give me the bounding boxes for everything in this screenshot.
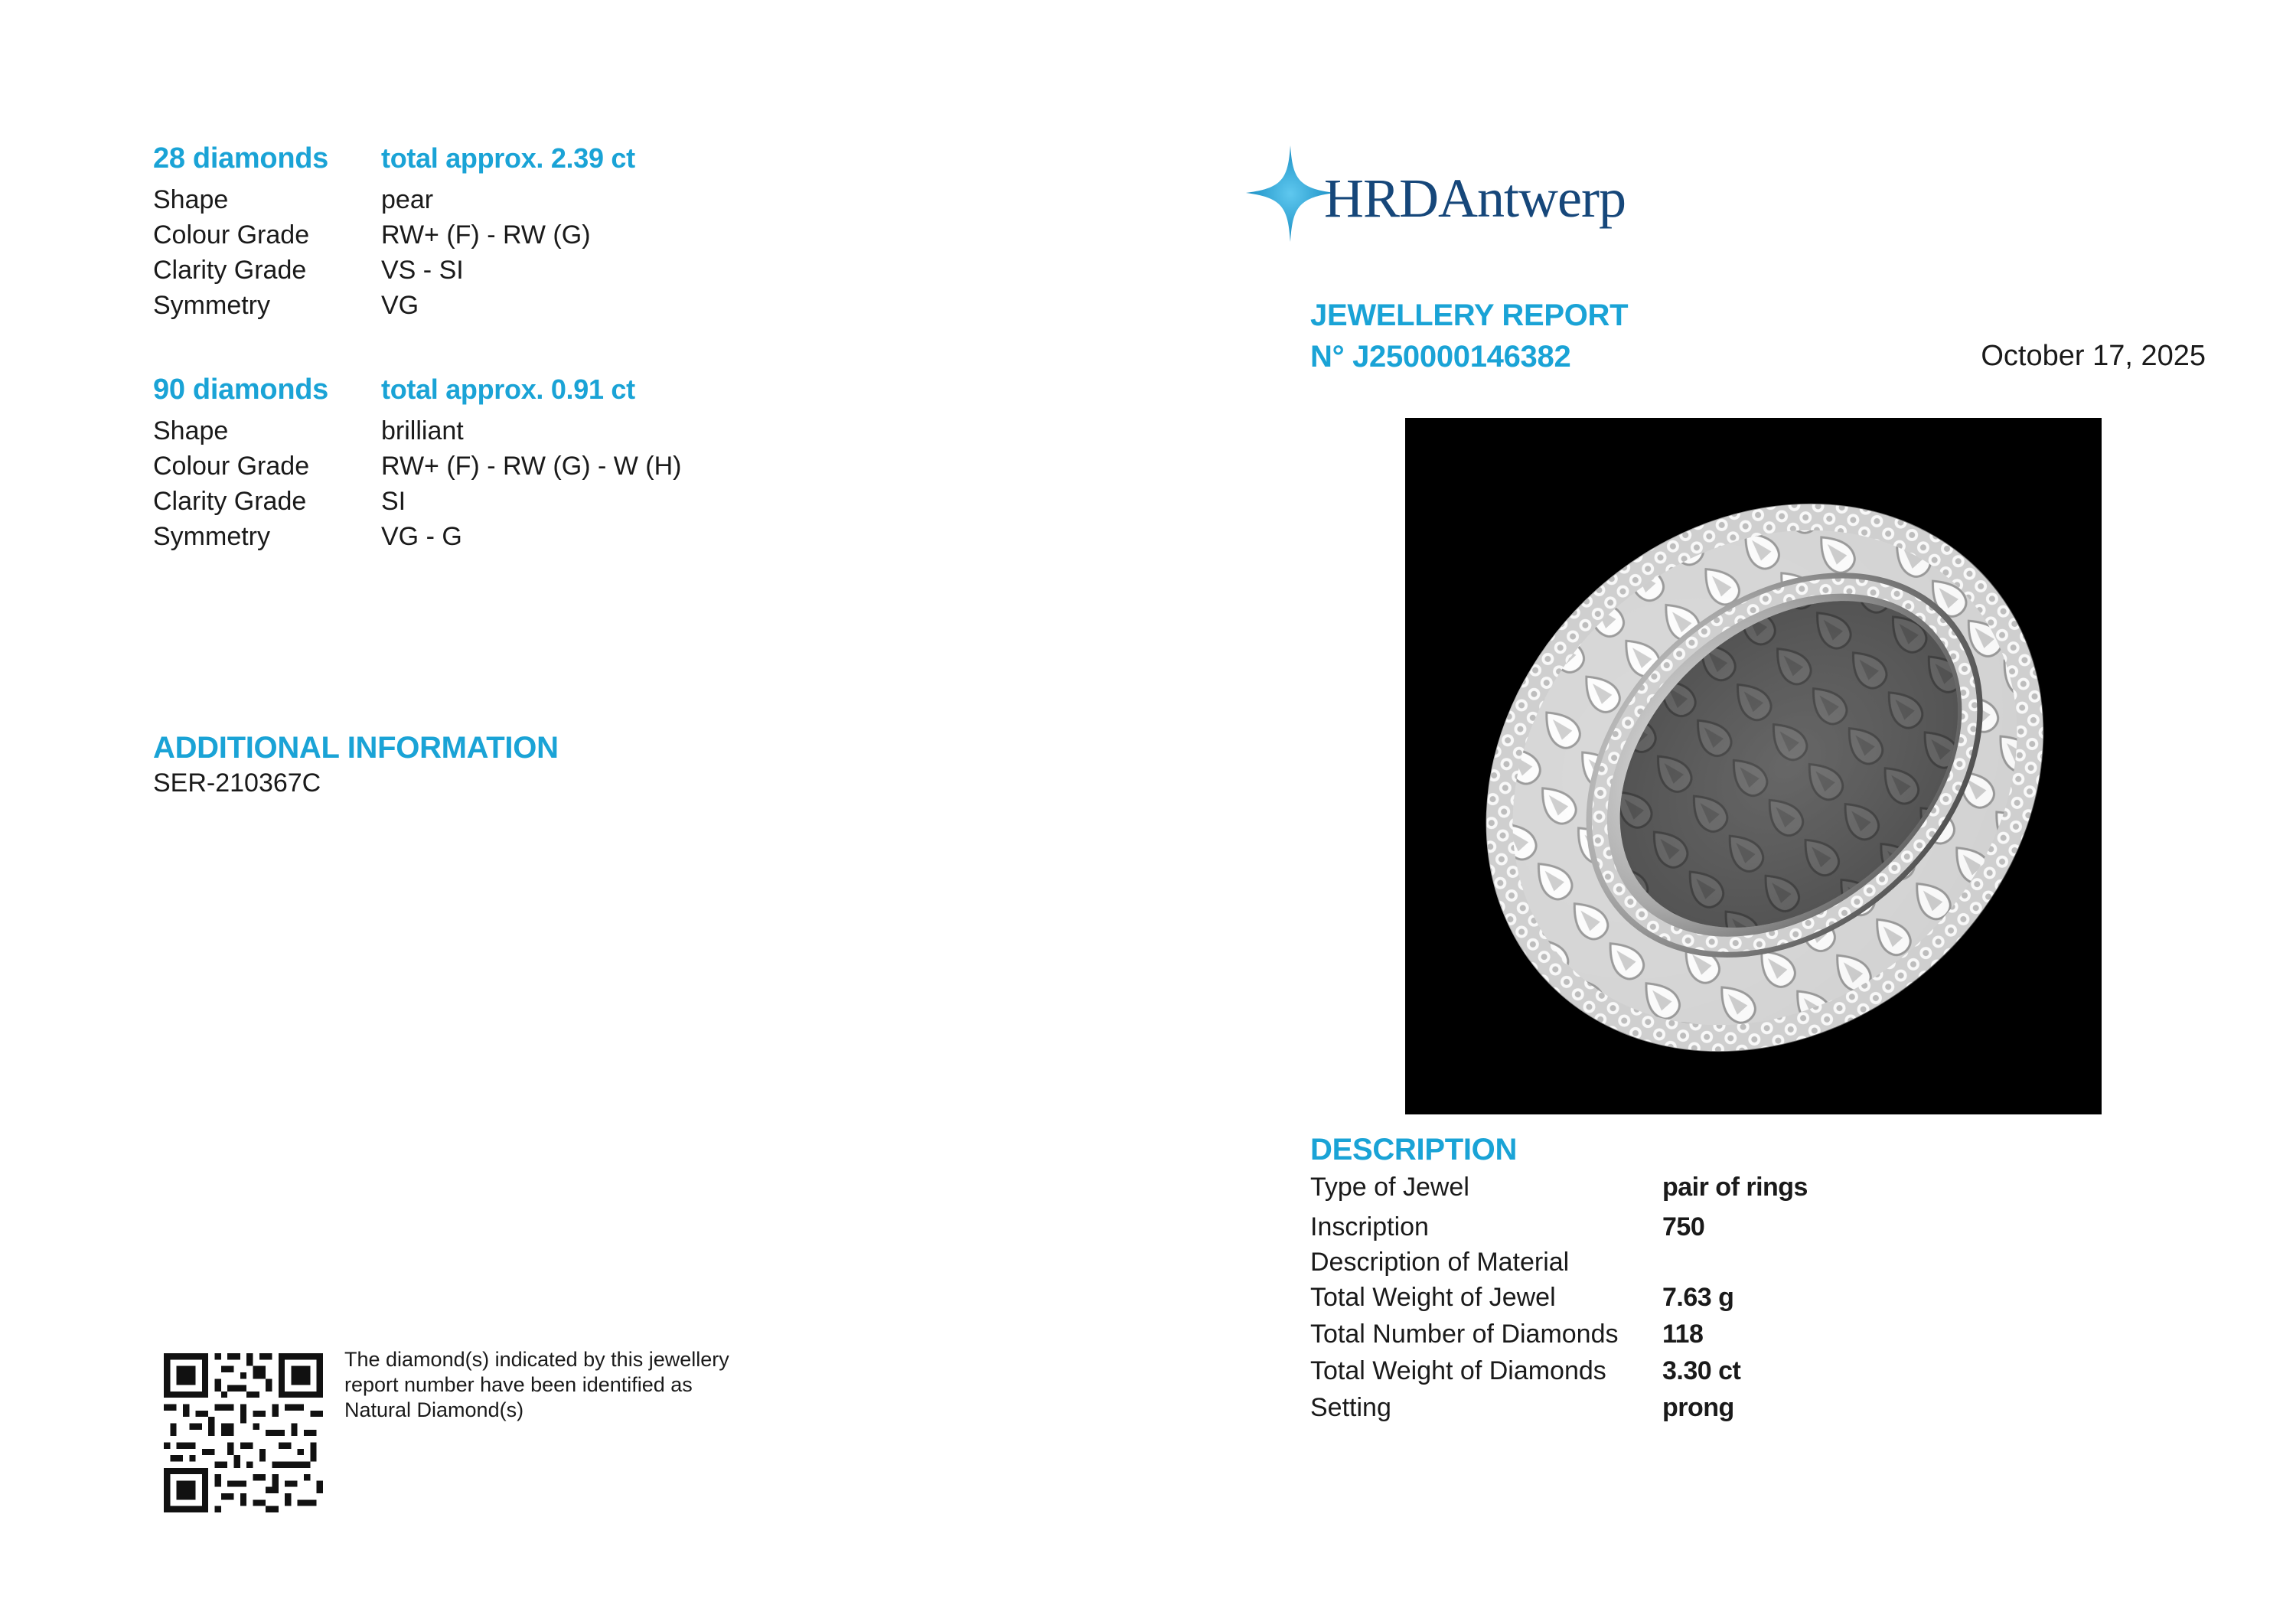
group-count: 90 diamonds	[153, 374, 328, 406]
qr-code-icon	[164, 1353, 323, 1512]
row-value: RW+ (F) - RW (G)	[381, 220, 591, 250]
row-label: Clarity Grade	[153, 487, 307, 516]
row-value: SI	[381, 487, 406, 516]
description-label: Description of Material	[1310, 1248, 1570, 1277]
row-value: pear	[381, 185, 434, 214]
row-value: RW+ (F) - RW (G) - W (H)	[381, 452, 682, 481]
row-value: VG	[381, 291, 419, 320]
ring-photo	[1405, 418, 2102, 1114]
report-title: JEWELLERY REPORT	[1310, 299, 1629, 332]
hrd-antwerp-logo: HRDAntwerp	[1324, 168, 1626, 229]
additional-info-heading: ADDITIONAL INFORMATION	[153, 731, 559, 765]
description-label: Setting	[1310, 1393, 1391, 1422]
row-label: Symmetry	[153, 291, 270, 320]
qr-note-line: The diamond(s) indicated by this jewellery	[344, 1348, 729, 1371]
qr-note	[344, 1347, 729, 1423]
report-number: N° J250000146382	[1310, 340, 1571, 374]
additional-info-value: SER-210367C	[153, 768, 321, 798]
description-label: Inscription	[1310, 1212, 1429, 1241]
group-count: 28 diamonds	[153, 142, 328, 175]
description-heading: DESCRIPTION	[1310, 1133, 1518, 1166]
description-label: Total Weight of Jewel	[1310, 1283, 1556, 1312]
description-label: Total Weight of Diamonds	[1310, 1356, 1606, 1385]
description-value: 750	[1662, 1212, 1705, 1241]
qr-note-line: report number have been identified as	[344, 1373, 693, 1396]
group-total: total approx. 0.91 ct	[381, 374, 635, 405]
group-total: total approx. 2.39 ct	[381, 142, 635, 174]
row-label: Colour Grade	[153, 220, 310, 250]
description-value: 118	[1662, 1320, 1704, 1349]
row-label: Colour Grade	[153, 452, 310, 481]
description-value: pair of rings	[1662, 1173, 1808, 1202]
row-label: Shape	[153, 416, 229, 445]
four-point-star-icon	[1244, 144, 1336, 243]
row-value: brilliant	[381, 416, 464, 445]
report-date: October 17, 2025	[1981, 340, 2206, 372]
row-value: VG - G	[381, 522, 462, 551]
description-value: 3.30 ct	[1662, 1356, 1741, 1385]
description-value: 7.63 g	[1662, 1283, 1734, 1312]
row-label: Shape	[153, 185, 229, 214]
row-value: VS - SI	[381, 256, 464, 285]
description-label: Type of Jewel	[1310, 1173, 1469, 1202]
description-value: prong	[1662, 1393, 1734, 1422]
row-label: Symmetry	[153, 522, 270, 551]
row-label: Clarity Grade	[153, 256, 307, 285]
description-label: Total Number of Diamonds	[1310, 1320, 1619, 1349]
qr-note-line: Natural Diamond(s)	[344, 1398, 524, 1421]
